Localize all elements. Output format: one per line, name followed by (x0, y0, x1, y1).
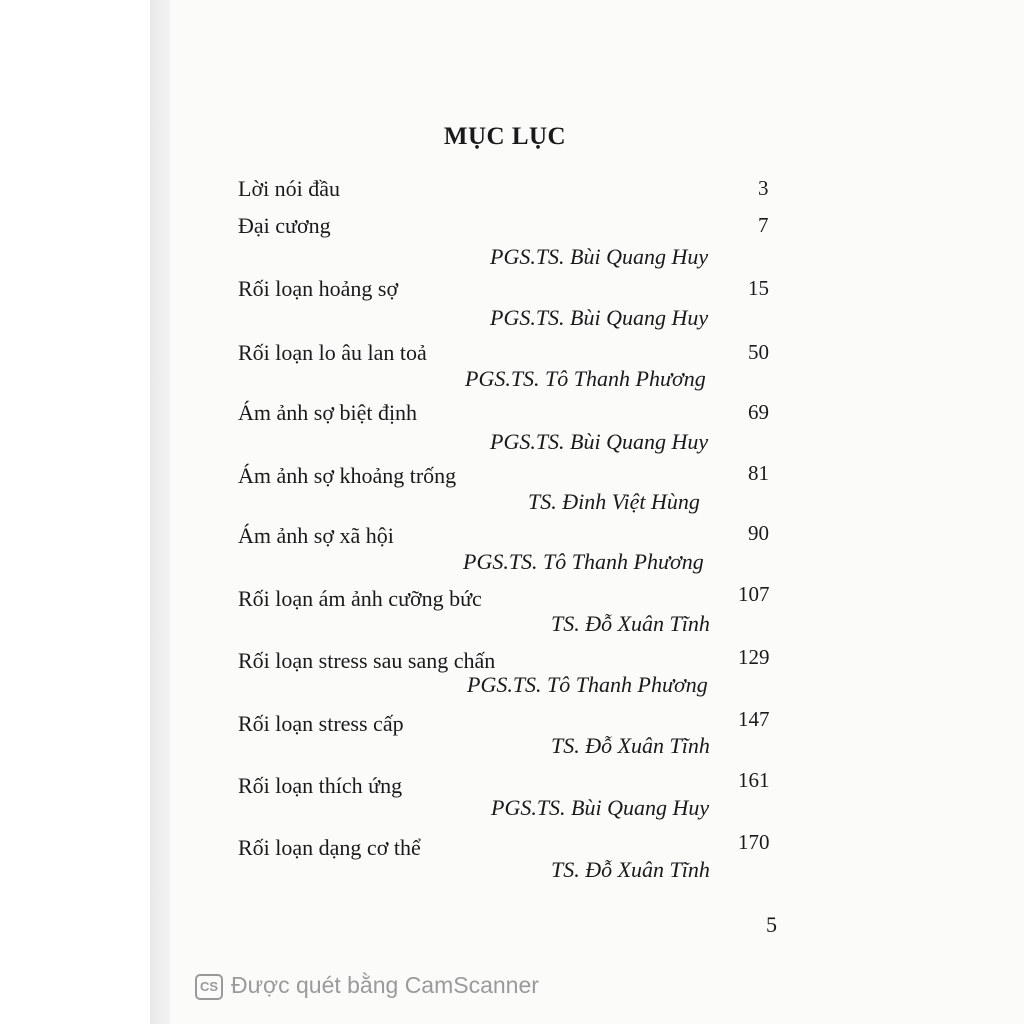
toc-entry-page: 129 (738, 645, 770, 669)
toc-entry-author: TS. Đỗ Xuân Tĩnh (551, 611, 710, 636)
toc-entry-page: 107 (738, 582, 770, 606)
camscanner-watermark-text: Được quét bằng CamScanner (231, 972, 539, 998)
toc-entry-author: TS. Đinh Việt Hùng (528, 489, 700, 514)
toc-entry-title: Ám ảnh sợ biệt định (238, 400, 418, 425)
toc-entry-author: PGS.TS. Bùi Quang Huy (490, 244, 709, 269)
toc-entry-author: TS. Đỗ Xuân Tĩnh (551, 733, 710, 758)
toc-entry-author: PGS.TS. Tô Thanh Phương (465, 366, 706, 391)
table-of-contents-title: MỤC LỤC (443, 122, 567, 150)
toc-entry-author: PGS.TS. Bùi Quang Huy (490, 305, 709, 330)
toc-entry-title: Rối loạn stress cấp (238, 711, 404, 736)
toc-entry-title: Rối loạn stress sau sang chấn (238, 648, 496, 673)
toc-entry-title: Ám ảnh sợ khoảng trống (238, 463, 457, 488)
toc-entry-author: TS. Đỗ Xuân Tĩnh (551, 857, 710, 882)
page-number: 5 (766, 912, 777, 937)
toc-entry-page: 69 (748, 400, 769, 424)
toc-entry-title: Rối loạn lo âu lan toả (238, 340, 427, 365)
toc-entry-author: PGS.TS. Tô Thanh Phương (463, 549, 704, 574)
toc-entry-title: Rối loạn thích ứng (238, 773, 403, 798)
camscanner-watermark (195, 972, 539, 1000)
toc-entry-title: Rối loạn ám ảnh cưỡng bức (238, 586, 482, 611)
toc-entry-page: 147 (738, 707, 770, 731)
toc-entry-title: Ám ảnh sợ xã hội (238, 523, 394, 548)
toc-entry-page: 161 (738, 768, 770, 792)
toc-entry-page: 81 (748, 461, 769, 485)
toc-entry-title: Lời nói đầu (238, 176, 341, 201)
toc-entry-author: PGS.TS. Bùi Quang Huy (491, 795, 710, 820)
camscanner-logo-icon: CS (195, 974, 223, 1000)
toc-entry-title: Rối loạn dạng cơ thể (238, 835, 421, 860)
toc-entry-page: 15 (748, 276, 769, 300)
toc-entry-page: 7 (758, 213, 769, 237)
toc-entry-page: 170 (738, 830, 770, 854)
toc-entry-author: PGS.TS. Bùi Quang Huy (490, 429, 709, 454)
toc-entry-author: PGS.TS. Tô Thanh Phương (467, 672, 708, 697)
toc-entry-title: Đại cương (238, 213, 331, 238)
toc-entry-page: 3 (758, 176, 769, 200)
toc-entry-title: Rối loạn hoảng sợ (238, 276, 399, 301)
toc-entry-page: 50 (748, 340, 769, 364)
toc-entry-page: 90 (748, 521, 769, 545)
